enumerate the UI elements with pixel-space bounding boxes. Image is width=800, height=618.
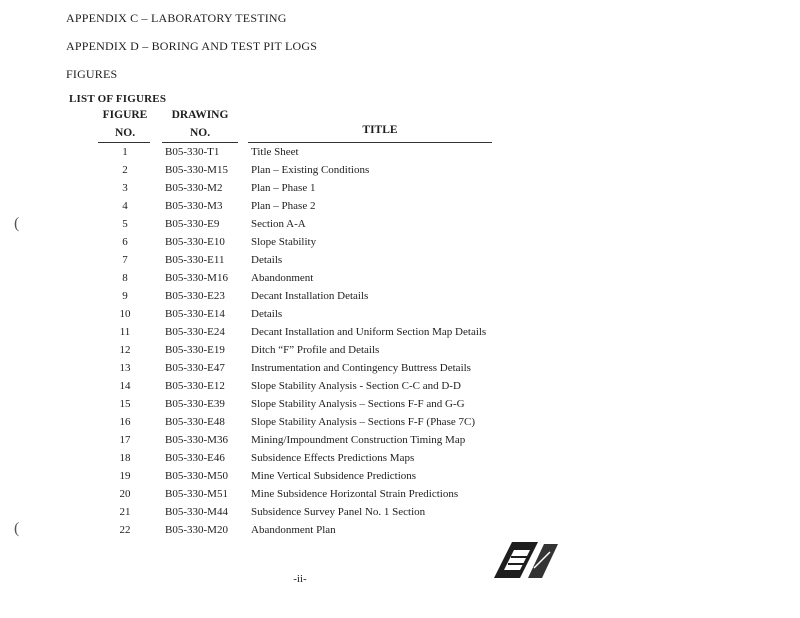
figure-title: Slope Stability [251,236,317,248]
drawing-number: B05-330-E10 [165,236,225,248]
figure-number: 3 [122,182,128,194]
figure-title: Details [251,308,283,320]
table-row [0,326,800,344]
drawing-number: B05-330-M2 [165,182,223,194]
table-row [0,146,800,164]
figure-title: Mine Vertical Subsidence Predictions [251,470,417,482]
table-row [0,236,800,254]
figure-title: Ditch “F” Profile and Details [251,344,380,356]
figures-heading: FIGURES [66,67,118,81]
figure-title: Subsidence Effects Predictions Maps [251,452,415,464]
drawing-number: B05-330-E12 [165,380,225,392]
drawing-number: B05-330-M20 [165,524,228,536]
drawing-number: B05-330-E39 [165,398,225,410]
table-row [0,434,800,452]
drawing-number: B05-330-E48 [165,416,225,428]
table-row [0,380,800,398]
figure-title: Instrumentation and Contingency Buttress Details [251,362,471,374]
table-row [0,344,800,362]
figure-title: Section A-A [251,218,306,230]
drawing-no-column-header: NO. [189,127,211,139]
figure-number: 5 [122,218,128,230]
drawing-number: B05-330-M51 [165,488,228,500]
figure-no-column-header: NO. [114,127,136,139]
drawing-number: B05-330-E46 [165,452,225,464]
drawing-number: B05-330-M15 [165,164,228,176]
drawing-number: B05-330-E14 [165,308,225,320]
figure-number: 12 [119,344,131,356]
drawing-number: B05-330-E24 [165,326,225,338]
scan-mark: ( [14,520,20,537]
figure-number: 10 [119,308,131,320]
drawing-number: B05-330-M50 [165,470,228,482]
table-row [0,452,800,470]
figure-number: 11 [119,326,131,338]
appendix-c-heading: APPENDIX C – LABORATORY TESTING [66,11,287,25]
figure-title: Mine Subsidence Horizontal Strain Predictions [251,488,459,500]
figure-number: 20 [119,488,131,500]
figure-title: Plan – Phase 2 [251,200,316,212]
table-row [0,362,800,380]
figure-number: 18 [119,452,131,464]
table-row [0,398,800,416]
figure-title: Decant Installation and Uniform Section Map Details [251,326,487,338]
appendix-d-heading: APPENDIX D – BORING AND TEST PIT LOGS [66,39,318,53]
figure-number: 15 [119,398,131,410]
title-header-rule [248,142,492,143]
table-row [0,272,800,290]
figure-number: 9 [122,290,128,302]
figure-number: 8 [122,272,128,284]
figure-number: 7 [122,254,128,266]
figure-title: Title Sheet [251,146,299,158]
drawing-number: B05-330-T1 [165,146,220,158]
figure-header-rule [98,142,150,143]
table-row [0,182,800,200]
drawing-number: B05-330-M3 [165,200,223,212]
figure-number: 1 [122,146,128,158]
drawing-number: B05-330-M36 [165,434,228,446]
figure-title: Abandonment Plan [251,524,336,536]
drawing-number: B05-330-M44 [165,506,228,518]
figure-number: 19 [119,470,131,482]
list-of-figures-title: LIST OF FIGURES [69,93,167,105]
page-number: -ii- [293,573,307,585]
figure-title: Details [251,254,283,266]
figure-column-header: FIGURE [102,109,148,121]
drawing-number: B05-330-E11 [165,254,225,266]
figure-number: 16 [119,416,131,428]
figure-title: Slope Stability Analysis – Sections F-F and G-G [251,398,465,410]
figure-title: Abandonment [251,272,314,284]
table-row [0,218,800,236]
table-row [0,164,800,182]
figure-number: 13 [119,362,131,374]
engineer-stamp-graphic [490,538,562,580]
drawing-header-rule [162,142,238,143]
table-row [0,254,800,272]
table-row [0,200,800,218]
table-row [0,416,800,434]
figure-title: Subsidence Survey Panel No. 1 Section [251,506,426,518]
drawing-number: B05-330-M16 [165,272,228,284]
title-column-header: TITLE [362,124,398,136]
figure-title: Slope Stability Analysis – Sections F-F (Phase 7C) [251,416,475,428]
table-row [0,488,800,506]
figure-title: Mining/Impoundment Construction Timing Map [251,434,466,446]
figure-number: 17 [119,434,131,446]
figure-number: 6 [122,236,128,248]
drawing-column-header: DRAWING [171,109,229,121]
drawing-number: B05-330-E19 [165,344,225,356]
figure-title: Plan – Phase 1 [251,182,316,194]
figure-number: 14 [119,380,131,392]
figure-title: Slope Stability Analysis - Section C-C and D-D [251,380,461,392]
drawing-number: B05-330-E23 [165,290,225,302]
drawing-number: B05-330-E47 [165,362,225,374]
table-row [0,470,800,488]
table-row [0,524,800,542]
table-row [0,290,800,308]
table-row [0,506,800,524]
table-row [0,308,800,326]
figure-number: 2 [122,164,128,176]
figure-number: 22 [119,524,131,536]
figure-title: Decant Installation Details [251,290,369,302]
figure-number: 4 [122,200,128,212]
figure-number: 21 [119,506,131,518]
figure-title: Plan – Existing Conditions [251,164,370,176]
scan-mark: ( [14,215,20,232]
drawing-number: B05-330-E9 [165,218,220,230]
